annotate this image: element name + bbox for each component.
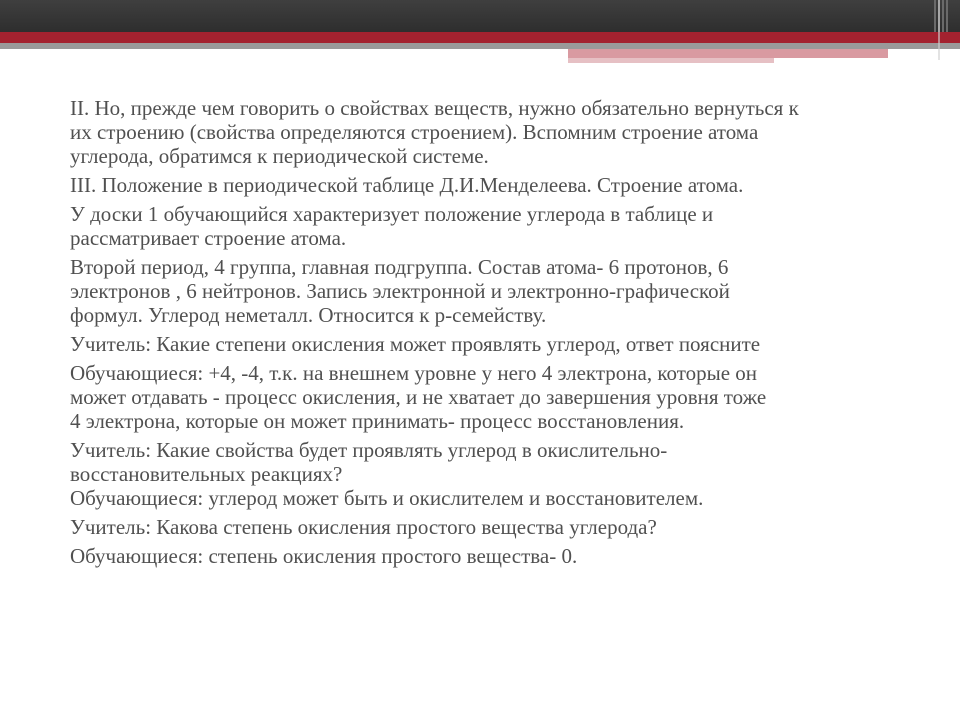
text-line: рассматривает строение атома.: [70, 226, 347, 250]
text-line: формул. Углерод неметалл. Относится к р-семейству.: [70, 303, 547, 327]
paragraph-teacher-question-3: [70, 515, 910, 539]
text-line: Учитель: Какие свойства будет проявлять углерод в окислительно-: [70, 438, 668, 462]
text-line: III. Положение в периодической таблице Д.И.Менделеева. Строение атома.: [70, 173, 744, 197]
paragraph-student-answer-1: [70, 361, 910, 433]
pink-accent-band: [568, 49, 888, 58]
text-line: может отдавать - процесс окисления, и не хватает до завершения уровня тоже: [70, 385, 767, 409]
header-stripe: [934, 0, 936, 32]
text-line: Обучающиеся: +4, -4, т.к. на внешнем уровне у него 4 электрона, которые он: [70, 361, 758, 385]
header-stripes: [934, 0, 952, 32]
text-line: II. Но, прежде чем говорить о свойствах веществ, нужно обязательно вернуться к: [70, 96, 799, 120]
paragraph-student-answer-3: [70, 544, 910, 568]
text-line: Учитель: Какие степени окисления может проявлять углерод, ответ поясните: [70, 332, 761, 356]
paragraph-structure-intro: [70, 96, 910, 168]
text-line: У доски 1 обучающийся характеризует положение углерода в таблице и: [70, 202, 714, 226]
paragraph-periodic-position: [70, 173, 910, 197]
decorative-vertical-line: [938, 0, 940, 60]
paragraph-atom-composition: [70, 255, 910, 327]
paragraph-teacher-question-2: [70, 438, 910, 510]
slide-body-text: [70, 96, 910, 573]
paragraph-teacher-question-1: [70, 332, 910, 356]
text-line: углерода, обратимся к периодической системе.: [70, 144, 489, 168]
header-stripe: [946, 0, 948, 32]
text-line: их строению (свойства определяются строением). Вспомним строение атома: [70, 120, 759, 144]
text-line: восстановительных реакциях?: [70, 462, 343, 486]
text-line: 4 электрона, которые он может принимать- процесс восстановления.: [70, 409, 685, 433]
text-line: электронов , 6 нейтронов. Запись электронной и электронно-графической: [70, 279, 730, 303]
light-pink-accent-band: [568, 58, 774, 63]
text-line: Второй период, 4 группа, главная подгруппа. Состав атома- 6 протонов, 6: [70, 255, 729, 279]
text-line: Обучающиеся: степень окисления простого вещества- 0.: [70, 544, 578, 568]
header-stripe: [942, 0, 944, 32]
top-header-bar: [0, 0, 960, 32]
paragraph-board-task: [70, 202, 910, 250]
text-line: Обучающиеся: углерод может быть и окислителем и восстановителем.: [70, 486, 704, 510]
red-accent-band: [0, 32, 960, 43]
text-line: Учитель: Какова степень окисления простого вещества углерода?: [70, 515, 657, 539]
